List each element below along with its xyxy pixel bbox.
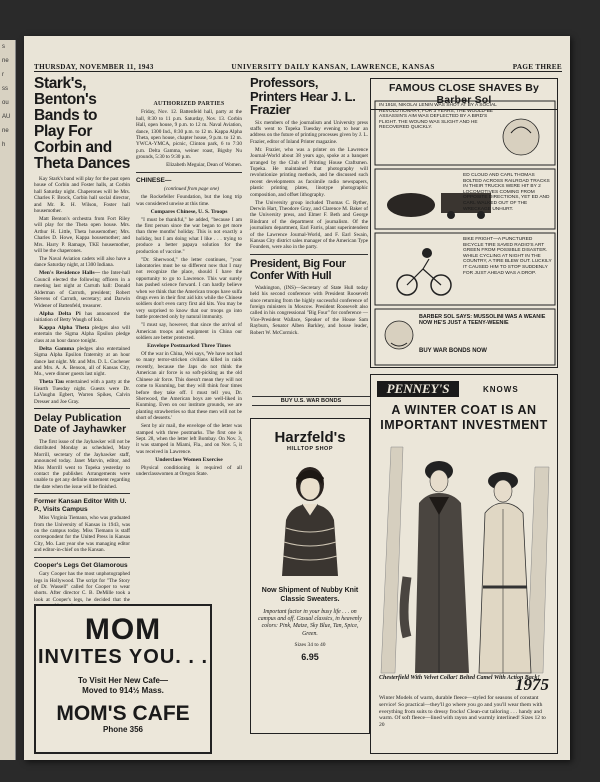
price: 6.95 (301, 651, 319, 662)
penneys-ad (370, 374, 558, 754)
article-text: Matt Benton's orchestra from Fort Riley will play for the Theta open house. Mrs. Arthur H. Little, Theta housemother; Mrs. Charles D. Howe, Kappa housemother; and Mrs. Harry P. Ramage, TKE housemother, will be the chaperones. (34, 216, 130, 255)
fragment: h (2, 142, 6, 148)
sweater-woman-illustration (262, 458, 358, 576)
article-text: pledges also will entertain the Sigma Alpha Epsilon pledge class at an hour dance tonight. (34, 324, 131, 344)
comic-title: FAMOUS CLOSE SHAVES By Barber Sol (371, 79, 557, 110)
caption-railroad: ED CLOUD AND CARL THOMAS BOLTED ACROSS RAILROAD TRACKS IN THEIR TRUCKS WERE HIT BY 2 LOCOMOTIVES COMING FROM OPPOSITE DIRECTIONS, YET ED AND CARL WALKED OUT OF THE WRECKAGE UNHURT. (463, 173, 550, 212)
article-text: Six members of the journalism and University press staffs went to Topeka Tuesday evening to hear an address on the future of printing processes given by J. L. Frazier, editor of Inland Printer magazine. (250, 119, 368, 145)
coat-description: Winter Models of warm, durable fleece—styled for seasons of constant service! So practical—they'll go where you go and you'll wear them with everything from suits to dressy frocks! Clean-cut tailoring . . . handy and warm. Of soft fleece—lined with rayon and warmly interlined! Sizes 12 to 20 (379, 695, 546, 729)
headline-frazier: Professors, Printers Hear J. L. Frazier (250, 75, 356, 117)
harzfelds-ad (250, 418, 370, 734)
divider (34, 408, 130, 409)
sizes: Sizes 34 to 40 (294, 641, 326, 648)
article-text: The first issue of the Jayhawker will not be distributed Monday as scheduled, Mary Morrill, secretary of the Jayhawker staff, announced today. Janet Marvin, editor, and Miss Morrill went to Topeka yesterday to contact the publisher. Arrangements were unable to get any definite statement regarding the date when the issue will be finished. (34, 438, 130, 490)
caption-says (419, 315, 553, 326)
signoff: Elizabeth Meguiar, Dean of Women. (166, 162, 242, 169)
ad-mom: MOM (84, 613, 162, 646)
sweater-description: Important factor in your busy life . . . on campus and off. Casual classics, in heavenly colors: Pink, Maize, Sky Blue, Tan, Spice, Green. (258, 609, 362, 637)
divider (34, 493, 130, 494)
subhead: Underclass Women Exercise (155, 456, 223, 463)
article-text: The Naval Aviation cadets will also have a dance Saturday night, at 1300 Indiana. (34, 256, 130, 269)
article-text: The University group included Thomas C. Ryther, Derwin Hart, Theodore Gray, and Clarence M. Baker of the University press, and Elmer F. Beth and George Bindrant of the department of journalism. Of the journalism department, Earl Farris, plant superintendent of the Lawrence Journal-World, and F. Earl Swain, Kansas City district sales manager of the American Type Founders, were also in the party. (250, 199, 368, 251)
article-text: "I must be thankful," he added, "because I am the first person since the war began to get more than three months' holiday. This is not exactly a holiday, but I am doing what I like . . . trying to produce a better papaya solution for the production of vaccine." (136, 216, 242, 255)
paper-title: UNIVERSITY DAILY KANSAN, LAWRENCE, KANSAS (231, 63, 435, 71)
article-text: the Inter-hall Council elected the following officers in a meeting last night at Carruth hall: Donald Alderman of Carruth, president; Robert Stevens of Carruth, secretary; and Darwin Widener of Battenfeld, treasurer. (34, 270, 130, 309)
subhead: Men's Residence Halls— (39, 270, 101, 277)
fragment: ne (2, 128, 9, 134)
article-text: Physical conditioning is required of all underclasswomen at Oregon State. (136, 464, 242, 478)
article-text: "Dr. Sherwood," the letter continues, "your laboratories must be so different now that I may not recognize the place, should I have the opportunity to go to Lawrence. This war surely has pushed science forward. I can hardly believe when we think that the American troops have sulfa drugs even in their first aid kits while the Chinese soldiers don't even carry first aid kits. You may be very surprised to know that our troops go into battle protected only by natural immunity. (136, 256, 242, 321)
article-text: Washington, (INS)—Secretary of State Hull today held his second conference with President Roosevelt since returning from the highly successful conference of foreign ministers in Moscow. President Roosevelt also called in his congressional "Big Four" for conference —Vice-President Wallace, Speaker of the House Sam Rayburn, Senator Alben Barkley, and house leader, Robert W. McCormick. (250, 284, 368, 336)
caption-bike: BIKE FRIGHT—A PUNCTURED BICYCLE TIRE SAVED RADIO'S ART GREEN FROM POSSIBLE DISASTER. WHILE CYCLING AT NIGHT IN THE COUNTRY, A TIRE BLEW OUT. LUCKILY IT CAUSED HIM TO STOP SUDDENLY FOR JUST AHEAD WAS A DROP. (463, 237, 552, 276)
headline-cooper: Cooper's Legs Get Glamorous (34, 561, 128, 569)
ad-visit: To Visit Her New Cafe— (78, 676, 168, 685)
ad-cafe-name: MOM'S CAFE (56, 702, 190, 725)
fragment: r (2, 72, 4, 78)
headline-chinese: CHINESE— (136, 176, 172, 184)
divider (136, 172, 242, 173)
headline-hull: President, Big Four Confer With Hull (250, 257, 346, 282)
fragment: s (2, 44, 5, 50)
newspaper-page (24, 36, 570, 760)
caption-lenin: IN 1918, NIKOLAI LENIN WAS SHOT AT BY A SOCIAL REVOLUTIONARY, FOR 3 YEARS, THE WOULD-BE ASSASSIN'S AIM WAS DEFLECTED BY A BIRD'S FLIGHT. THE WOUND WAS SLIGHT AND HE RECOVERED QUICKLY. (379, 103, 497, 131)
penneys-logo: PENNEY'S (377, 381, 459, 397)
moms-cafe-ad (34, 604, 212, 754)
article-text: Gary Cooper has the most unphotographed legs in Hollywood. The script for "The Story of Dr. Wassell" called for Cooper to wear shorts. After director C. B. DeMille took a look at Cooper's legs, he decided that the (34, 571, 130, 603)
article-text: the Rockefeller Foundation, but the long trip was considered unwise at this time. (136, 194, 242, 207)
continued-note: (continued from page one) (164, 186, 219, 193)
subhead: Alpha Delta Pi (39, 310, 81, 317)
subhead: Delta Gamma (39, 345, 75, 352)
fragment: ou (2, 100, 9, 106)
article-text: Of the war in China, Wei says, 'We have not had so many terror-stricken civilians killed in raids recently, because the Japs do not think the American air force is so soft-picking as the old Chinese air force. This doesn't mean they will not come to Kunming, but they will think four times before they take off. I must tell you, Dr. Sherwood, the American boys are well-liked in Kunming. Even on our institute grounds, we are planting strawberries so that these men will not be short of desserts.' (136, 351, 242, 422)
article-text: Mr. Frazier, who was a printer on the Lawrence Journal-World about 38 years ago, spoke at a banquet arranged by the Club of Printing House Craftsmen. Topeka. He maintained that photography will revolutionize printing methods, and he discussed such recent developments as facsimile radio newspapers, plastic printing plates, linotype photographic composition, and offset lithography. (250, 146, 368, 198)
page-number: PAGE THREE (512, 63, 562, 71)
parties-list: Friday, Nov. 12. Battenfeld hall, party at the hall, 8:30 to 11 p.m. Saturday, Nov. 13. Corbin Hall, open house, 9 p.m. to 12 m. Naval Aviation, dance, 1300 Ind., 8:30 p.m. to 12 m. Kappa Alpha Theta, open house, chapter house, 9 p.m. to 12 m. YWCA-YMCA, picnic, Clinton park, 6 to 7:30 p.m. Delta Gamma, weiner roast, Bigsby Nu grounds, 5:30 to 9:30 p.m. (136, 109, 242, 161)
coat-price: 1975 (515, 675, 549, 694)
subhead: Kappa Alpha Theta (39, 324, 90, 331)
fragment: ss (2, 86, 8, 92)
parties-heading: AUTHORIZED PARTIES (153, 101, 225, 107)
shipment-text: Now Shipment of Nubby Knit Classic Sweaters. (261, 587, 359, 603)
fragment: AU (2, 114, 11, 120)
article-text: Miss Virginia Tiemann, who was graduated from the University of Kansas in 1943, was on the campus today. Miss Tiemann is staff correspondent for the United Press in Kansas City, Mo. Last year she was managing editor and editor-in-chief on the Kansan. (34, 515, 130, 554)
divider (250, 254, 368, 255)
masthead (34, 58, 562, 72)
headline-jayhawker: Delay Publication Date of Jayhawker (34, 411, 127, 436)
headline-bands: Stark's, Benton's Bands to Play For Corbin and Theta Dances (34, 75, 130, 172)
issue-date: THURSDAY, NOVEMBER 11, 1943 (34, 63, 154, 71)
penneys-knows: KNOWS (483, 385, 519, 394)
caption-barbersol-says: BARBER SOL SAYS: MUSSOLINI WAS A WEANIE NOW HE'S JUST A TEENY-WEENIE (419, 314, 546, 326)
war-bonds-banner: BUY U.S. WAR BONDS (252, 396, 370, 406)
ad-invites: INVITES YOU. . . (37, 646, 209, 668)
store-subtitle: HILLTOP SHOP (286, 446, 334, 452)
article-text: Kay Stark's band will play for the past open house of Corbin and Foster halls, at Corbin hall Saturday night. Chaperones will be Mrs. Charles F. Brock, Corbin hall social director, and Mr. R. H. Wilson, Foster hall housemother. (34, 176, 130, 215)
article-text: "I must say, however, that since the arrival of American troops and equipment in China our soldiers are better protected. (136, 322, 242, 342)
article-text: entertained with a party at the Hearth Tuesday night. Guests were Dr. LaVaughn Egbert, Warren Spikes, Calvin Dresser and Joe Gray. (34, 379, 130, 405)
adjacent-page-edge (0, 40, 16, 760)
coat-women-illustration (377, 437, 553, 677)
divider (34, 557, 130, 558)
article-text: pledges also entertained Sigma Alpha Epsilon fraternity at an hour dance last night. Mr. and Mrs. D. L. Cochener and Mrs. A. A. Benson, all of Kansas City, Mo., were dinner guests last night. (34, 345, 131, 378)
column-2 (136, 98, 242, 620)
headline-editor: Former Kansan Editor With U. P., Visits Campus (34, 498, 127, 513)
subhead: Envelope Postmarked Three Times (147, 343, 231, 350)
penneys-headline: A WINTER COAT IS AN IMPORTANT INVESTMENT (380, 403, 548, 432)
store-name: Harzfeld's (274, 429, 346, 446)
comic-panels (371, 97, 559, 369)
caption-buy-bonds: BUY WAR BONDS NOW (419, 348, 487, 354)
article-text: Sent by air mail, the envelope of the letter was stamped with three postmarks. The first one is Sept. 28, when the letter left Bombay. On Nov. 3, it was stamped in Miami, Fla., and on Nov. 5, it was received in Lawrence. (136, 423, 242, 455)
ad-moved: Moved to 914½ Mass. (82, 686, 164, 695)
column-3 (250, 76, 368, 394)
barber-sol-ad (370, 78, 558, 368)
subhead: Compares Chinese, U. S. Troops (150, 208, 228, 215)
ad-phone: Phone 356 (102, 725, 143, 734)
fragment: ne (2, 58, 9, 64)
subhead: Theta Tau (39, 379, 64, 386)
coat-caption: Chesterfield With Velvet Collar! Belted Camel With Action Back! (379, 675, 540, 681)
article-text: has announced the initiation of Betty Waugh of Iola. (34, 310, 130, 323)
column-1 (34, 75, 131, 603)
